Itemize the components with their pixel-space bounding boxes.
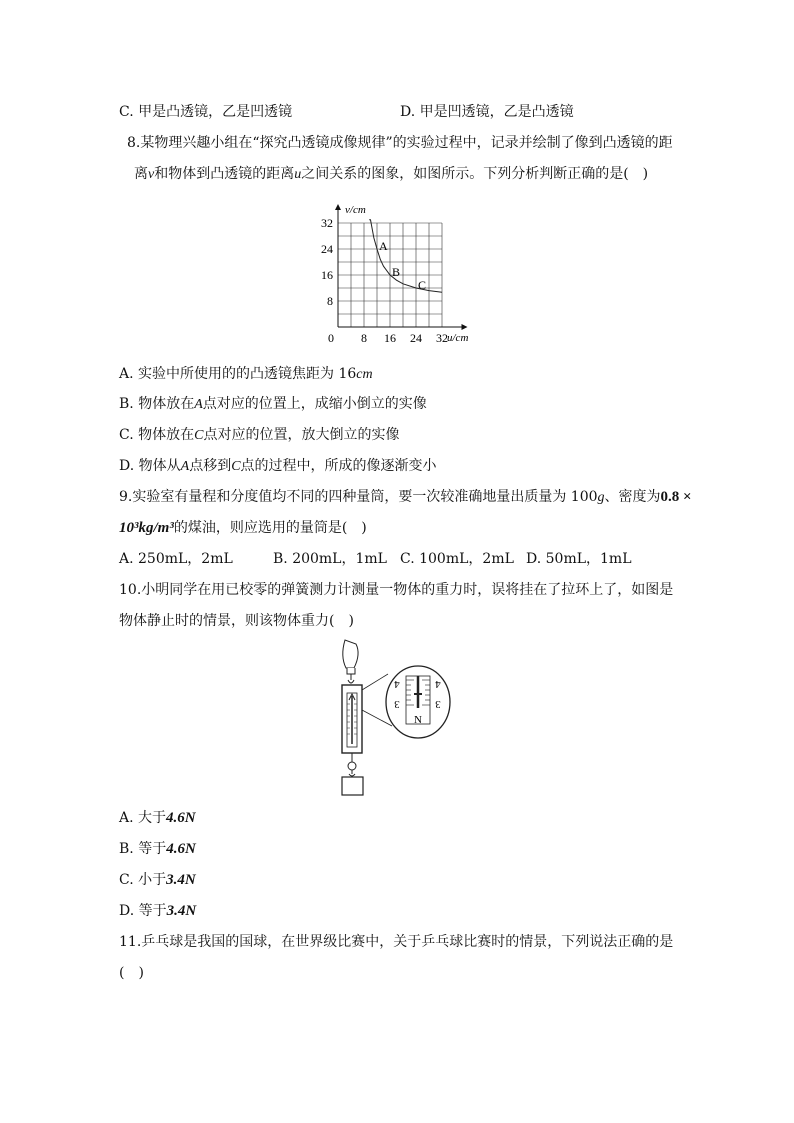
q10-stem-line1: 10.小明同学在用已校零的弹簧测力计测量一物体的重力时，误将挂在了拉环上了，如图是 — [119, 582, 674, 598]
v-u-graph — [320, 200, 480, 350]
weight-block — [342, 777, 363, 795]
x-tick-label: 24 — [410, 331, 422, 345]
q9-stem-line2: 10³kg/m³的煤油，则应选用的量筒是( ) — [119, 520, 367, 536]
scale-label-3-left: 3 — [394, 698, 400, 710]
spring-scale-figure — [330, 638, 455, 800]
y-tick-label: 8 — [327, 294, 333, 308]
q9-option-c: C. 100mL，2mL — [400, 551, 514, 567]
point-label-B: B — [392, 265, 401, 279]
y-axis-label: v/cm — [345, 204, 366, 216]
point-label-C: C — [418, 278, 427, 292]
q10-option-d: D. 等于3.4N — [119, 903, 197, 919]
q8-stem-line2: 离v和物体到凸透镜的距离u之间关系的图象，如图所示。下列分析判断正确的是( ) — [134, 166, 649, 182]
q10-option-b: B. 等于4.6N — [119, 841, 196, 857]
q8-stem-line1: 8.某物理兴趣小组在“探究凸透镜成像规律”的实验过程中，记录并绘制了像到凸透镜的距 — [127, 135, 673, 151]
q8-option-d: D. 物体从A点移到C点的过程中，所成的像逐渐变小 — [119, 458, 437, 474]
q11-stem-line2: ( ) — [119, 965, 144, 981]
x-tick-label: 32 — [436, 331, 448, 345]
q11-stem-line1: 11.乒乓球是我国的国球，在世界级比赛中，关于乒乓球比赛时的情景，下列说法正确的是 — [119, 934, 674, 950]
q10-option-a: A. 大于4.6N — [119, 810, 196, 826]
x-tick-label: 16 — [384, 331, 396, 345]
q9-stem-line1: 9.实验室有量程和分度值均不同的四种量筒，要一次较准确地量出质量为 100g、密度为0.8 × — [119, 489, 692, 505]
x-axis-label: u/cm — [447, 332, 469, 344]
q8-option-b: B. 物体放在A点对应的位置上，成缩小倒立的实像 — [119, 396, 427, 412]
q10-option-c: C. 小于3.4N — [119, 872, 196, 888]
y-tick-label: 32 — [321, 216, 333, 230]
q8-option-c: C. 物体放在C点对应的位置，放大倒立的实像 — [119, 427, 400, 443]
point-label-A: A — [379, 239, 388, 253]
scale-label-3-right: 3 — [435, 698, 441, 710]
y-tick-label: 24 — [321, 242, 333, 256]
q8-option-a: A. 实验中所使用的的凸透镜焦距为 16cm — [119, 366, 373, 382]
q9-option-b: B. 200mL，1mL — [273, 551, 387, 567]
q9-option-d: D. 50mL，1mL — [526, 551, 632, 567]
y-axis-arrow — [335, 204, 341, 210]
x-tick-label: 8 — [361, 331, 367, 345]
image-distance-curve — [369, 220, 442, 292]
scale-label-4-right: 4 — [435, 678, 441, 690]
scale-unit: N — [414, 714, 422, 726]
x-axis-arrow — [462, 324, 468, 330]
q10-stem-line2: 物体静止时的情景，则该物体重力( ) — [119, 613, 354, 629]
y-tick-label: 16 — [321, 268, 333, 282]
origin-label: 0 — [328, 331, 334, 345]
hand-icon — [343, 640, 358, 668]
q7-option-d: D. 甲是凹透镜，乙是凸透镜 — [400, 104, 574, 120]
scale-label-4-left: 4 — [394, 678, 400, 690]
q7-option-c: C. 甲是凸透镜，乙是凹透镜 — [119, 104, 293, 120]
q9-option-a: A. 250mL，2mL — [119, 551, 233, 567]
